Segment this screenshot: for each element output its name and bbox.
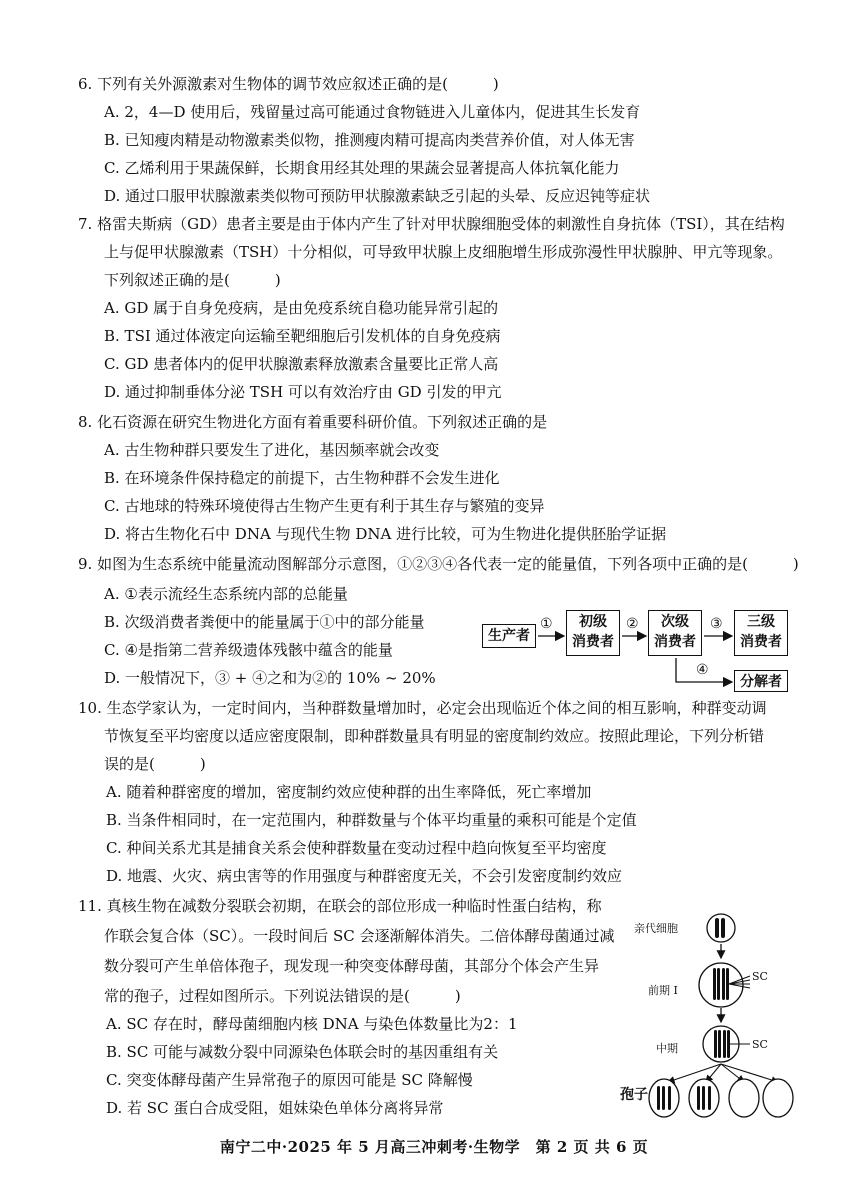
text-line-q11c: 数分裂可产生单倍体孢子，现发现一种突变体酵母菌，其部分个体会产生异 [104,957,600,975]
text-line-q11b_o: B. SC 可能与减数分裂中同源染色体联会时的基因重组有关 [106,1043,499,1061]
text-line-q7c: 下列叙述正确的是( ) [104,271,281,289]
text-line-q10: 10. 生态学家认为，一定时间内，当种群数量增加时，必定会出现临近个体之间的相互影响，种群变动调 [78,699,767,717]
text-line-q9: 9. 如图为生态系统中能量流动图解部分示意图，①②③④各代表一定的能量值，下列各项中正确的是( ) [78,555,799,573]
text-line-q11: 11. 真核生物在减数分裂联会初期，在联会的部位形成一种临时性蛋白结构，称 [78,897,602,915]
text-line-q11d: 常的孢子，过程如图所示。下列说法错误的是( ) [104,987,461,1005]
text-line-q11b: 作联会复合体（SC）。一段时间后 SC 会逐渐解体消失。二倍体酵母菌通过减 [104,927,615,945]
secondary-consumer-box: 次级 消费者 [648,610,702,656]
text-line-q8: 8. 化石资源在研究生物进化方面有着重要科研价值。下列叙述正确的是 [78,413,548,431]
text-line-q7a_o: A. GD 属于自身免疫病，是由免疫系统自稳功能异常引起的 [104,299,499,317]
text-line-q10b: 节恢复至平均密度以适应密度限制，即种群数量具有明显的密度制约效应。按照此理论，下列分析错 [104,727,765,745]
text-line-q10b_o: B. 当条件相同时，在一定范围内，种群数量与个体平均重量的乘积可能是个定值 [106,811,637,829]
text-line-q9b: B. 次级消费者粪便中的能量属于①中的部分能量 [104,613,425,631]
flow-arrows [480,608,800,698]
text-line-q10c_o: C. 种间关系尤其是捕食关系会使种群数量在变动过程中趋向恢复至平均密度 [106,839,607,857]
text-line-q6c: C. 乙烯利用于果蔬保鲜，长期食用经其处理的果蔬会显著提高人体抗氧化能力 [104,159,620,177]
text-line-q8b: B. 在环境条件保持稳定的前提下，古生物种群不会发生进化 [104,469,500,487]
metaphase-label: 中期 [656,1042,678,1055]
spores-label: 孢子 [620,1087,648,1103]
page-footer: 南宁二中·2025 年 5 月高三冲刺考·生物学 第 2 页 共 6 页 [219,1138,649,1156]
text-line-q10c: 误的是( ) [104,755,206,773]
ancestor-cell-label: 亲代细胞 [634,922,678,935]
producer-box: 生产者 [482,624,536,648]
tertiary-consumer-box: 三级 消费者 [734,610,788,656]
primary-consumer-box: 初级 消费者 [566,610,620,656]
sc-label-2: SC [752,1038,768,1051]
decomposer-box: 分解者 [734,670,788,692]
text-line-q7c_o: C. GD 患者体内的促甲状腺激素释放激素含量要比正常人高 [104,355,499,373]
text-line-q11a_o: A. SC 存在时，酵母菌细胞内核 DNA 与染色体数量比为2：1 [106,1015,518,1033]
arrow-label-3: ③ [710,616,723,632]
text-line-q11d_o: D. 若 SC 蛋白合成受阻，姐妹染色单体分离将异常 [106,1099,444,1117]
text-line-q6: 6. 下列有关外源激素对生物体的调节效应叙述正确的是( ) [78,75,499,93]
sc-label-1: SC [752,970,768,983]
text-line-q6b: B. 已知瘦肉精是动物激素类似物，推测瘦肉精可提高肉类营养价值，对人体无害 [104,131,635,149]
text-line-q6d: D. 通过口服甲状腺激素类似物可预防甲状腺激素缺乏引起的头晕、反应迟钝等症状 [104,187,651,205]
text-line-q10a_o: A. 随着种群密度的增加，密度制约效应使种群的出生率降低，死亡率增加 [106,783,592,801]
meiosis-diagram [620,910,794,1120]
text-line-q7b_o: B. TSI 通过体液定向运输至靶细胞后引发机体的自身免疫病 [104,327,501,345]
text-line-q6a: A. 2，4—D 使用后，残留量过高可能通过食物链进入儿童体内，促进其生长发育 [104,103,641,121]
prophase-label: 前期 I [648,984,678,997]
text-line-q7d_o: D. 通过抑制垂体分泌 TSH 可以有效治疗由 GD 引发的甲亢 [104,383,502,401]
text-line-q10d_o: D. 地震、火灾、病虫害等的作用强度与种群密度无关，不会引发密度制约效应 [106,867,623,885]
text-line-q7b: 上与促甲状腺激素（TSH）十分相似，可导致甲状腺上皮细胞增生形成弥漫性甲状腺肿、甲亢等现象。 [104,243,783,261]
text-line-q9c: C. ④是指第二营养级遗体残骸中蕴含的能量 [104,641,393,659]
text-line-q8a: A. 古生物种群只要发生了进化，基因频率就会改变 [104,441,440,459]
meiosis-drawing [626,910,796,1122]
text-line-q8d: D. 将古生物化石中 DNA 与现代生物 DNA 进行比较，可为生物进化提供胚胎学证据 [104,525,667,543]
arrow-label-2: ② [626,616,639,632]
text-line-q11c_o: C. 突变体酵母菌产生异常孢子的原因可能是 SC 降解慢 [106,1071,473,1089]
text-line-q9d: D. 一般情况下，③ + ④之和为②的 10% ~ 20% [104,669,436,687]
text-line-q9a: A. ①表示流经生态系统内部的总能量 [104,585,348,603]
text-line-q8c: C. 古地球的特殊环境使得古生物产生更有利于其生存与繁殖的变异 [104,497,545,515]
text-line-q7: 7. 格雷夫斯病（GD）患者主要是由于体内产生了针对甲状腺细胞受体的刺激性自身抗体（TSI），其在结构 [78,215,785,233]
arrow-label-4: ④ [696,662,709,678]
arrow-label-1: ① [540,616,553,632]
